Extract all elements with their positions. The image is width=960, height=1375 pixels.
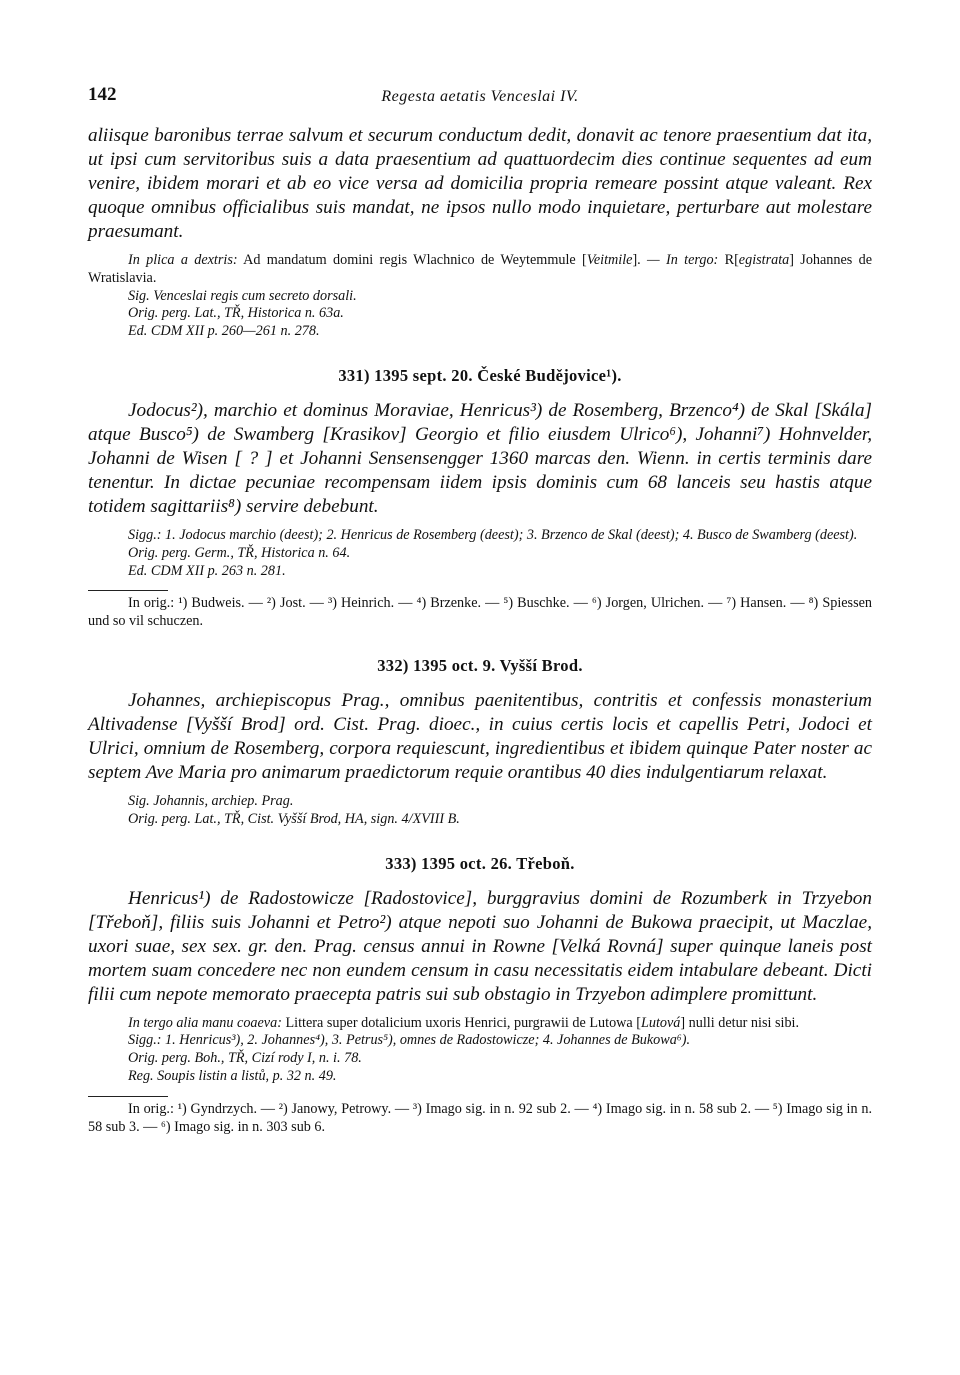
edition-note: Ed. CDM XII p. 260—261 n. 278. bbox=[128, 323, 320, 340]
seal-note: Sig. Venceslai regis cum secreto dorsali. bbox=[128, 287, 357, 304]
entry-331-notes bbox=[88, 527, 872, 580]
original-note: Orig. perg. Germ., TŘ, Historica n. 64. bbox=[128, 544, 351, 561]
continuation-text: aliisque baronibus terrae salvum et securum conductum dedit, donavit ac tenore praesentium dat ita, ut ipsi cum servitoribus suis a data praesentium ad quattuordecim dies continue sequentes ad eum venire, ibidem morari et ab eo vice versa ad domicilia propria remeare possint atque valeant. Rex quoque omnibus officialibus suis mandat, ne ipsos nullo modo inquietare, perturbare aut molestare praesumant. bbox=[88, 125, 872, 242]
continuation-notes bbox=[88, 252, 872, 341]
entry-332-heading: 332) 1395 oct. 9. Vyšší Brod. bbox=[377, 655, 583, 675]
entry-331-footnotes: In orig.: ¹) Budweis. — ²) Jost. — ³) Heinrich. — ⁴) Brzenke. — ⁵) Buschke. — ⁶) Jorgen, Ulrichen. — ⁷) Hansen. — ⁸) Spiessen und so vil schuczen. bbox=[88, 595, 872, 630]
entry-331-heading: 331) 1395 sept. 20. České Budějovice¹). bbox=[338, 365, 622, 385]
original-note: Orig. perg. Lat., TŘ, Historica n. 63a. bbox=[128, 305, 344, 322]
footnote-rule bbox=[88, 1096, 168, 1097]
entry-333-notes bbox=[88, 1015, 872, 1086]
footnote-rule bbox=[88, 590, 168, 591]
edition-note: Ed. CDM XII p. 263 n. 281. bbox=[128, 562, 286, 579]
running-title: Regesta aetatis Venceslai IV. bbox=[381, 88, 579, 105]
plica-note: In plica a dextris: Ad mandatum domini regis Wlachnico de Weytemmule [Veitmile]. — In tergo: R[egistrata] Johannes de Wratislavia. bbox=[88, 252, 873, 286]
page bbox=[88, 84, 872, 1136]
entry-333-text: Henricus¹) de Radostowicze [Radostovice], burggravius domini de Rozumberk in Trzyebon [Třeboň], filiis suis Johanni et Petro²) atque nepoti suo Johanni de Bukowa praecipit, ut Maczlae, uxori suae, sex sex. gr. den. Prag. census annui in Rowne [Velká Rovná] super quinque laneis post mortem suam concedere nec non eundem censum in casu necessitatis eidem intabulare debeant. Dicti filii cum nepote memorato praecepta patris sui sub obstagio in Trzyebon adimplere promittunt. bbox=[88, 887, 872, 1005]
seal-note: Sig. Johannis, archiep. Prag. bbox=[128, 792, 294, 809]
seals-note: Sigg.: 1. Henricus³), 2. Johannes⁴), 3. Petrus⁵), omnes de Radostowicze; 4. Johannes de Bukowa⁶). bbox=[128, 1032, 691, 1049]
original-note: Orig. perg. Boh., TŘ, Cizí rody I, n. i. 78. bbox=[128, 1050, 362, 1067]
entry-333-footnotes: In orig.: ¹) Gyndrzych. — ²) Janowy, Petrowy. — ³) Imago sig. in n. 92 sub 2. — ⁴) Imago sig. in n. 58 sub 2. — ⁵) Imago sig in n. 58 sub 3. — ⁶) Imago sig. in n. 303 sub 6. bbox=[88, 1100, 872, 1135]
entry-333-heading: 333) 1395 oct. 26. Třeboň. bbox=[385, 853, 575, 873]
entry-332-text: Johannes, archiepiscopus Prag., omnibus paenitentibus, contritis et confessis monasterium Altivadense [Vyšší Brod] ord. Cist. Prag. dioec., in cuius certis locis et capellis Petri, Jodoci et Ulrici, omnium de Rosemberg, corpora requiescunt, ingredientibus et ibidem quinque Pater noster ac septem Ave Maria pro animarum praedictorum requie orantibus 40 dies indulgentiarum relaxat. bbox=[88, 689, 872, 783]
original-note: Orig. perg. Lat., TŘ, Cist. Vyšší Brod, HA, sign. 4/XVIII B. bbox=[128, 810, 460, 827]
entry-332-notes bbox=[88, 793, 872, 829]
tergo-note: In tergo alia manu coaeva: Littera super dotalicium uxoris Henrici, purgrawii de Lutowa [Lutová] nulli detur nisi sibi. bbox=[128, 1014, 800, 1031]
page-header bbox=[88, 84, 872, 110]
page-number: 142 bbox=[88, 84, 117, 105]
regest-note: Reg. Soupis listin a listů, p. 32 n. 49. bbox=[128, 1067, 337, 1084]
seals-note: Sigg.: 1. Jodocus marchio (deest); 2. Henricus de Rosemberg (deest); 3. Brzenco de Skal (deest); 4. Busco de Swamberg (deest). bbox=[128, 526, 858, 543]
entry-331-text: Jodocus²), marchio et dominus Moraviae, Henricus³) de Rosemberg, Brzenco⁴) de Skal [Skála] atque Busco⁵) de Swamberg [Krasikov] Georgio et filio eiusdem Ulrico⁶), Johanni⁷) Hohnvelder, Johanni de Wisen [ ? ] et Johanni Sensensengger 1360 marcas den. Wienn. in certis terminis dare tenentur. In dictae pecuniae recompensam iidem ipsis dominis cum 68 lanceis seu hastis atque totidem sagittariis⁸) servire debebunt. bbox=[88, 399, 872, 517]
